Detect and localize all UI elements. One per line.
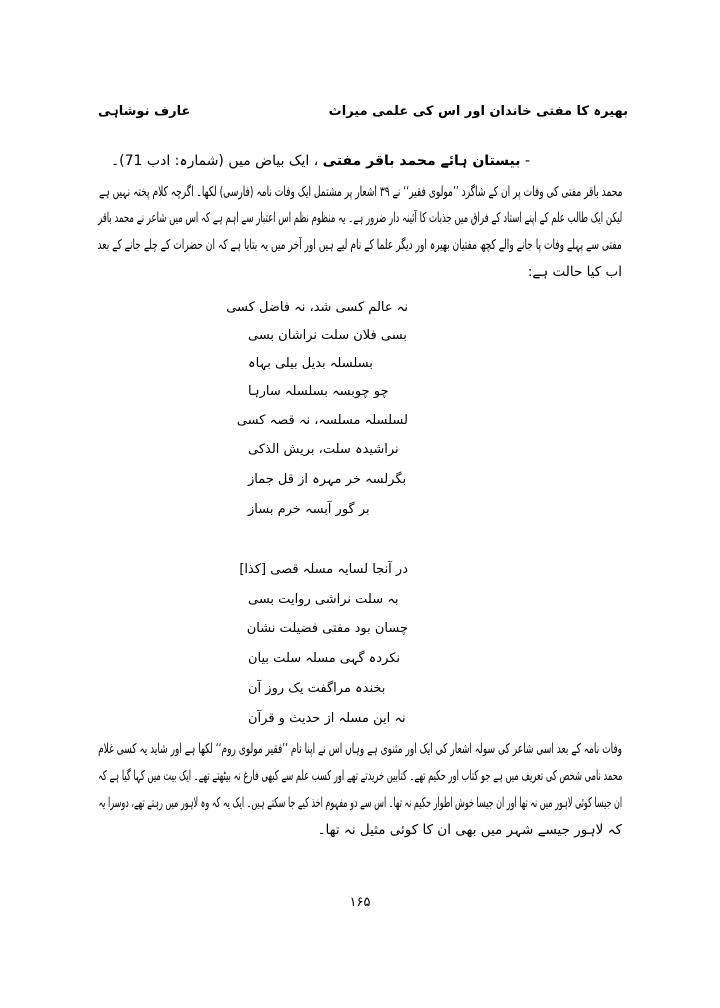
verse-line: بسی فلان سلت نراشان بسی [248, 328, 407, 343]
paragraph-line: اب کیا حالت ہے: [527, 264, 622, 280]
running-header [98, 104, 628, 124]
caption-dash: - [524, 153, 530, 169]
verse-line: در آنجا لسایہ مسلہ قصی [کذا] [239, 562, 408, 577]
header-author: عارف نوشاہی [98, 104, 191, 119]
verse-line: بسلسلہ بدیل بیلی بہاہ [248, 356, 373, 371]
caption-rest: ، ایک بیاض میں (شمارہ: ادب 71)۔ [110, 153, 319, 169]
verse-line: بخندہ مراگفت یک روز آن [248, 681, 386, 696]
verse-line: بہ سلت نراشی روایت بسی [248, 592, 399, 607]
paragraph-line: لیکن ایک طالب علم کے اپنے استاد کے فراق میں جذبات کا آئینہ دار ضرور ہے۔ یہ منظوم نظم اس اعتبار سے اہم ہے کہ اس میں شاعر نے محمد باقر [97, 210, 622, 226]
paragraph-line: کہ لاہور جیسے شہر میں بھی ان کا کوئی مثیل نہ تھا۔ [317, 822, 622, 838]
header-title: بھیرہ کا مفتی خاندان اور اس کی علمی میراث [328, 104, 628, 119]
paragraph-line: ان جیسا کوئی لاہور میں نہ تھا اور ان جیسا خوش اطوار حکیم نہ تھا۔ اس سے دو مفہوم اخذ کیے جا سکتے ہیں۔ ایک یہ کہ وہ لاہور میں رہتے تھے، دوسرا یہ [98, 795, 622, 811]
verse-line: نراشیدہ سلت، بریش الذکی [248, 442, 399, 457]
paragraph-line: محمد باقر مفتی کی وفات پر ان کے شاگرد ’’مولوی فقیر‘‘ نے ۳۹ اشعار پر مشتمل ایک وفات نامہ (فارسی) لکھا۔ اگرچہ کلام پختہ نہیں ہے [98, 184, 622, 200]
verse-line: نکردہ گہی مسلہ سلت بیان [248, 651, 401, 666]
verse-line: بگرلسہ خر مہرہ از قل جماز [248, 472, 407, 487]
section-caption [111, 153, 530, 169]
page-number: ۱۶۵ [349, 895, 371, 910]
caption-bold: بیستان ہائے محمد باقر مفتی [322, 153, 521, 169]
verse-line: چسان بود مفتی فضیلت نشان [246, 621, 408, 636]
verse-line: بر گور آبسہ خرم بساز [248, 502, 370, 517]
verse-line: نہ این مسلہ از حدیث و قرآن [248, 711, 406, 726]
verse-line: نہ عالم کسی شد، نہ فاضل کسی [226, 300, 408, 315]
paragraph-line: محمد نامی شخص کی تعریف میں ہے جو کتاب اور حکیم تھے۔ کتابیں خریدتے تھے اور کسب علم سے کبھی فارغ نہ بیٹھتے تھے۔ ایک بیت میں کہا گیا ہے کہ [97, 768, 622, 784]
paragraph-line: مفتی سے پہلے وفات پا جانے والے کچھ مفتیان بھیرہ اور دیگر علما کے نام لیے ہیں اور آخر میں یہ بتایا ہے کہ ان حضرات کے چلے جانے کے بعد [97, 237, 622, 253]
verse-line: لسلسلہ مسلسہ، نہ قصہ کسی [236, 413, 408, 428]
paragraph-line: وفات نامہ کے بعد اسی شاعر کی سولہ اشعار کی ایک اور مثنوی ہے وہاں اس نے اپنا نام ’’فقیر مولوی روم‘‘ لکھا ہے اور شاید یہ کسی غلام [98, 741, 622, 757]
verse-line: چو چوبسہ بسلسلہ سارہا [248, 384, 389, 399]
